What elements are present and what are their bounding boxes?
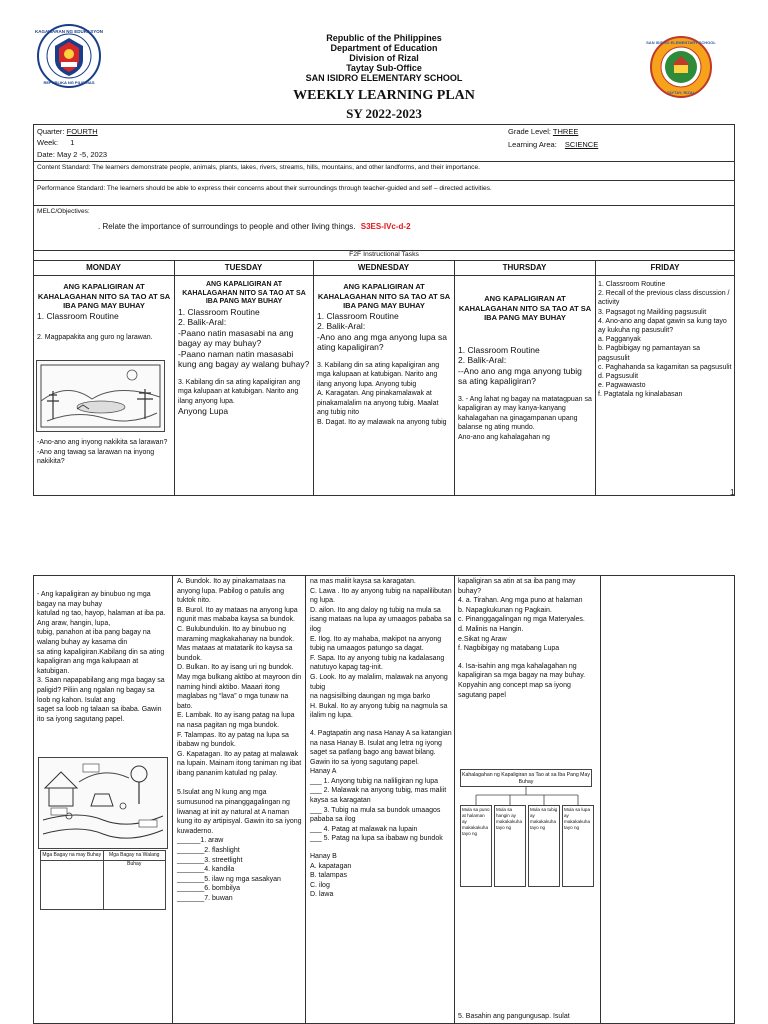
page-1 <box>0 0 768 500</box>
friday-item: d. Pagsusulit <box>598 373 639 381</box>
col4-text: e.Sikat ng Araw <box>458 635 507 643</box>
col2-list-item: _______2. flashlight <box>177 847 240 855</box>
tuesday-item-5: 3. Kabilang din sa ating kapaligiran ang mga kalupaan at katubigan. Narito ang ilang anyong lupa. <box>178 378 301 405</box>
friday-item: b. Pagbibigay ng pamantayan sa pagsusulit <box>598 345 700 362</box>
day-thursday: THURSDAY <box>502 263 547 272</box>
col2-list-item: _______7. buwan <box>177 895 233 902</box>
concept-box-3 <box>528 805 560 887</box>
thursday-cell <box>458 294 592 442</box>
tuesday-title: ANG KAPALIGIRAN AT KAHALAGAHAN NITO SA TAO AT SA IBA PANG MAY BUHAY <box>182 281 306 305</box>
monday-item-2: 2. Magpapakita ang guro ng larawan. <box>37 334 153 341</box>
department-line: Department of Education <box>330 43 438 53</box>
landscape-illustration-icon <box>37 361 164 431</box>
col4-text: f. Nagbibigay ng matabang Lupa <box>458 645 560 653</box>
friday-item: 1. Classroom Routine <box>598 281 666 288</box>
page2-col2 <box>177 577 303 904</box>
school-year: SY 2022-2023 <box>346 106 422 121</box>
performance-standard: Performance Standard: The learners should be able to express their concerns about their surroundings through teacher-guided and self – directed activities. <box>37 185 492 192</box>
melc-label: MELC/Objectives: <box>37 208 90 215</box>
col1-text: 3. Saan napapabilang ang mga bagay sa paligid? Piliin ang ngalan ng bagay sa loob ng kahon. Isulat ang <box>37 677 165 704</box>
monday-cell <box>37 282 171 343</box>
col1-text: saget sa loob ng talaan sa ibaba. Gawin ito sa iyong sagutang papel. <box>37 706 162 723</box>
tasks-label: F2F Instructional Tasks <box>349 251 419 258</box>
thursday-item-4: 3. - Ang lahat ng bagay na matatagpuan sa kapaligiran ay may kanya-kanyang kahalagahan na ginagampanan upang balanse ng ating mundo. <box>458 395 592 432</box>
area-value: SCIENCE <box>564 140 599 149</box>
document-title: WEEKLY LEARNING PLAN <box>293 88 475 103</box>
friday-item: f. Pagtatala ng kinalabasan <box>598 391 683 399</box>
thursday-item-5: Ano-ano ang kahalagahan ng <box>458 433 550 441</box>
wednesday-item-5: A. Karagatan. Ang pinakamalawak at pinakamalalim na anyong tubig. Maalat ang tubig nito <box>317 390 439 417</box>
school-name: SAN ISIDRO ELEMENTARY SCHOOL <box>305 73 463 83</box>
col2-list-item: _______5. ilaw ng mga sasakyan <box>177 875 281 883</box>
melc-code: S3ES-IVc-d-2 <box>360 222 411 231</box>
col2-list-item: ______1. araw <box>177 837 224 845</box>
thursday-item-1: 1. Classroom Routine <box>458 344 540 355</box>
col2-text: 5.Isulat ang N kung ang mga sumusunod na pinanggagalingan ng liwanag at init ay natural at A naman kung ito ay artipisyal. Gawin ito sa iyong kuwaderno. <box>177 789 302 835</box>
tuesday-item-6: Anyong Lupa <box>178 406 229 417</box>
monday-question-1: -Ano-ano ang inyong nakikita sa larawan? <box>37 439 168 446</box>
quarter-row <box>37 127 98 136</box>
page2-col4 <box>458 577 598 700</box>
svg-text:SAN ISIDRO ELEMENTARY SCHOOL: SAN ISIDRO ELEMENTARY SCHOOL <box>646 40 716 45</box>
week-row <box>37 138 74 147</box>
col3-text: na mas maliit kaysa sa karagatan. <box>310 578 416 585</box>
col3-text: B. talampas <box>310 872 347 880</box>
tuesday-item-4: -Paano naman natin masasabi kung ang bagay ay walang buhay? <box>178 348 310 369</box>
col2-text: A. Bundok. Ito ay pinakamataas na anyong lupa. Pabilog o patulis ang tuktok nito. <box>177 578 286 605</box>
concept-box-4 <box>562 805 594 887</box>
tuesday-item-1: 1. Classroom Routine <box>178 306 260 317</box>
svg-text:TAYTAY, RIZAL: TAYTAY, RIZAL <box>666 90 696 95</box>
concept-map-connectors-icon <box>458 787 596 807</box>
friday-item: 4. Ano-ano ang dapat gawin sa kung tayo ay kukuha ng pasusulit? <box>598 317 727 335</box>
monday-question-2: -Ano ang tawag sa larawan na inyong nakikita? <box>37 448 155 466</box>
day-wednesday: WEDNESDAY <box>357 263 410 272</box>
monday-title: ANG KAPALIGIRAN AT KAHALAGAHAN NITO SA TAO AT SA IBA PANG MAY BUHAY <box>37 282 171 310</box>
melc-text: . Relate the importance of surroundings to people and other living things. <box>98 222 356 231</box>
concept-box-2 <box>494 805 526 887</box>
tuesday-item-3: -Paano natin masasabi na ang bagay ay may buhay? <box>178 327 294 348</box>
col3-text: 4. Pagtapatin ang nasa Hanay A sa katangian na nasa Hanay B. Isulat ang letra ng iyong saget sa patlang bago ang bawat bilang. Gawin ito sa iyong sagutang papel. <box>310 729 452 766</box>
thursday-title: ANG KAPALIGIRAN AT KAHALAGAHAN NITO SA TAO AT SA IBA PANG MAY BUHAY <box>458 294 592 322</box>
col2-list-item: _______6. bombilya <box>177 885 241 893</box>
wednesday-cell <box>317 282 451 428</box>
suboffice-line: Taytay Sub-Office <box>346 63 422 73</box>
thursday-item-2: 2. Balik-Aral: <box>458 355 507 365</box>
col3-text: ___ 3. Tubig na mula sa bundok umaagos pababa sa ilog <box>310 806 441 824</box>
thursday-item-3: --Ano ano ang mga anyong tubig sa ating kapaligiran? <box>458 365 582 386</box>
concept-box-1-text: Mula sa puno at halaman ay makakakuha tayo ng <box>462 807 490 836</box>
col3-text: C. Lawa . Ito ay anyong tubig na napalilibutan ng lupa. <box>310 587 452 605</box>
friday-cell <box>598 280 732 400</box>
col1-text: sa ating kapaligiran.Kabilang din sa ating kapaligiran ang mga kalupaan at katubigan. <box>37 648 165 675</box>
col2-list-item: _______3. streetlight <box>177 856 243 864</box>
col3-text: D. ailon. Ito ang daloy ng tubig na mula sa isang mataas na lupa ay umaagos pababa sa ilog <box>310 606 452 633</box>
wednesday-item-1: 1. Classroom Routine <box>317 310 399 321</box>
col3-text: D. lawa <box>310 891 334 899</box>
grade-row <box>508 127 578 136</box>
date-row <box>37 150 107 159</box>
col1-text: katulad ng tao, hayop, halaman at iba pa. Ang araw, hangin, lupa, <box>37 610 166 627</box>
page-number: 1 <box>730 488 735 497</box>
col4-text: d. Malinis na Hangin. <box>458 625 524 633</box>
col3-text: ___ 4. Patag at malawak na lupain <box>310 825 418 833</box>
col3-text: G. Look. Ito ay malalim, malawak na anyong tubig <box>310 673 448 691</box>
monday-illustration <box>36 360 165 432</box>
day-friday: FRIDAY <box>650 263 680 272</box>
village-illustration-icon <box>39 758 167 848</box>
svg-text:REPUBLIKA NG PILIPINAS: REPUBLIKA NG PILIPINAS <box>43 80 95 85</box>
col4-text: 4. Isa-isahin ang mga kahalagahan ng kapaligiran sa mga bagay na may buhay. Kopyahin ang concept map sa iyong sagutang papel <box>458 662 586 699</box>
wednesday-item-3: -Ano ano ang mga anyong lupa sa ating kapaligiran? <box>317 331 447 352</box>
col3-text: ___ 5. Patag na lupa sa ibabaw ng bundok <box>310 835 443 843</box>
col2-list-item: _______4. kandila <box>177 866 235 874</box>
col2-text: F. Talampas. Ito ay patag na lupa sa ibabaw ng bundok. <box>177 731 289 749</box>
col3-text: F. Sapa. Ito ay anyong tubig na kadalasang natutuyo kapag tag-init. <box>310 654 445 672</box>
area-row <box>508 140 598 149</box>
wednesday-item-2: 2. Balik-Aral: <box>317 321 366 331</box>
content-standard: Content Standard: The learners demonstrate people, animals, plants, lakes, rivers, streams, hills, mountains, and other landforms, and their importance. <box>37 164 480 171</box>
grade-label: Grade Level: <box>508 127 551 136</box>
quarter-value: FOURTH <box>66 127 98 136</box>
svg-text:KAGAWARAN NG EDUKASYON: KAGAWARAN NG EDUKASYON <box>34 29 104 34</box>
col3-text: Hanay B <box>310 853 337 861</box>
tuesday-cell <box>178 281 310 417</box>
col4-text: c. Pinanggagalingan ng mga Materyales. <box>458 616 585 624</box>
col2-text: G. Kapatagan. Ito ay patag at malawak na lupain. Mainam itong taniman ng ibat ibang pananim katulad ng palay. <box>177 750 302 777</box>
wednesday-title: ANG KAPALIGIRAN AT KAHALAGAHAN NITO SA TAO AT SA IBA PANG MAY BUHAY <box>317 282 451 310</box>
monday-questions <box>37 438 171 467</box>
col3-text: H. Bukal. Ito ay anyong tubig na nagmula sa ilalim ng lupa. <box>310 702 448 720</box>
sort-table-header-nonliving: Mga Bagay na Walang Buhay <box>109 852 160 867</box>
sort-table <box>40 850 166 910</box>
concept-box-2-text: Mula sa hangin ay makakakuha tayo ng <box>496 807 523 830</box>
col3-text: ___ 2. Malawak na anyong tubig, mas maliit kaysa sa karagatan <box>310 787 447 805</box>
week-label: Week: <box>37 138 59 147</box>
friday-item: a. Pagganyak <box>598 336 641 344</box>
col2-text: E. Lambak. Ito ay isang patag na lupa na nasa pagitan ng mga bundok. <box>177 712 295 729</box>
col1-text: - Ang kapaligiran ay binubuo ng mga bagay na may buhay <box>37 591 151 608</box>
page2-col3 <box>310 577 452 900</box>
col4-text: 4. a. Tirahan. Ang mga puno at halaman <box>458 597 583 605</box>
col4-bottom: 5. Basahin ang pangungusap. Isulat <box>458 1013 570 1020</box>
day-monday: MONDAY <box>86 263 121 272</box>
col4-text: kapaligiran sa atin at sa iba pang may buhay? <box>458 578 576 595</box>
friday-item: e. Pagwawasto <box>598 382 646 390</box>
col3-text: ___ 1. Anyong tubig na naliligiran ng lupa <box>310 777 439 785</box>
week-value: 1 <box>70 138 75 147</box>
col3-text: A. kapatagan <box>310 862 352 870</box>
col3-text: C. ilog <box>310 881 330 889</box>
col4-text: b. Napagkukunan ng Pagkain. <box>458 606 552 614</box>
col2-text: C. Bulubundukin. Ito ay binubuo ng maraming magkakahanay na bundok. Mas mataas at matatarik ito kaysa sa bundok. <box>177 625 295 662</box>
day-tuesday: TUESDAY <box>224 263 263 272</box>
date-value: May 2 -5, 2023 <box>57 150 108 159</box>
page2-col1 <box>37 590 169 724</box>
concept-map-title: Kahalagahan ng Kapaligiran sa Tao at sa Iba Pang May Buhay <box>460 769 592 787</box>
wednesday-item-4: 3. Kabilang din sa ating kapaligiran ang mga kalupaan at katubigan. Narito ang ilang anyong lupa. Anyong tubig <box>317 361 440 388</box>
friday-item: 3. Pagsagot ng Maikling pagsusulit <box>598 308 707 316</box>
tuesday-item-2: 2. Balik-Aral: <box>178 317 227 327</box>
concept-box-3-text: Mula sa tubig ay makakakuha tayo ng <box>530 807 558 830</box>
grade-value: THREE <box>552 127 579 136</box>
sort-table-header-living: Mga Bagay na may Buhay <box>41 851 104 860</box>
col3-text: na nagsisilbing daungan ng mga barko <box>310 693 431 701</box>
concept-box-4-text: Mula sa lupa ay makakakuha tayo ng <box>564 807 591 830</box>
col3-text: Hanay A <box>310 768 337 776</box>
col1-text: tubig, panahon at iba pang bagay na walang buhay ay kasama din <box>37 629 151 646</box>
wednesday-item-6: B. Dagat. Ito ay malawak na anyong tubig <box>317 419 447 427</box>
melc-row <box>98 222 411 232</box>
col2-text: D. Bulkan. Ito ay isang uri ng bundok. May mga bulkang aktibo at mayroon din naming hindi aktibo. Maaari itong maglabas ng “lava” o mga tunaw na bato. <box>177 664 302 710</box>
concept-box-1 <box>460 805 492 887</box>
col2-text: B. Burol. Ito ay mataas na anyong lupa ngunit mas mababa kaysa sa bundok. <box>177 606 298 624</box>
quarter-label: Quarter: <box>37 127 65 136</box>
concept-map <box>458 765 596 945</box>
friday-item: 2. Recall of the previous class discussion / activity <box>598 290 730 307</box>
page2-illustration <box>38 757 168 849</box>
friday-item: c. Paghahanda sa kagamitan sa pagsusulit <box>598 363 732 371</box>
date-label: Date: <box>37 150 55 159</box>
republic-line: Republic of the Philippines <box>326 33 442 43</box>
division-line: Division of Rizal <box>349 53 419 63</box>
monday-item-1: 1. Classroom Routine <box>37 310 119 321</box>
area-label: Learning Area: <box>508 140 557 149</box>
col3-text: E. Ilog. Ito ay mahaba, makipot na anyong tubig na umaagos patungo sa dagat. <box>310 635 442 653</box>
